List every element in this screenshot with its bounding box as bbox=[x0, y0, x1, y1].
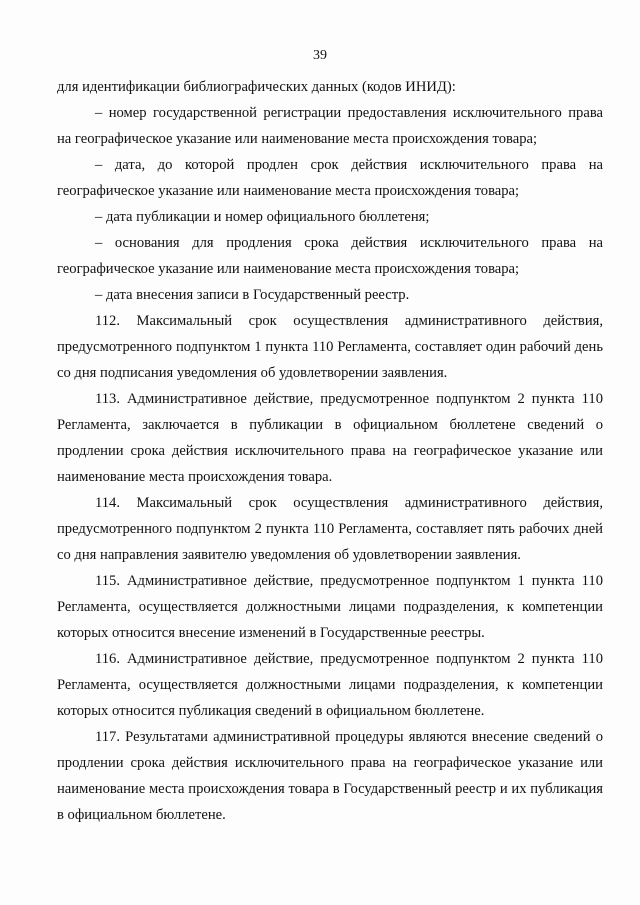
list-item-registry-entry-date: – дата внесения записи в Государственный реестр. bbox=[95, 287, 410, 303]
paragraph-117: 117. Результатами административной процедуры являются внесение сведений о продлении срока действия исключительного права на географическое указание или наименование места происхождения товара в Государственный реестр и их публикация в официальном бюллетене. bbox=[57, 729, 603, 823]
paragraph-intro: для идентификации библиографических данных (кодов ИНИД): bbox=[57, 79, 456, 95]
list-item-extension-date: – дата, до которой продлен срок действия исключительного права на географическое указание или наименование места происхождения товара; bbox=[57, 157, 603, 199]
paragraph-116: 116. Административное действие, предусмотренное подпунктом 2 пункта 110 Регламента, осуществляется должностными лицами подразделения, к компетенции которых относится публикация сведений в официальном бюллетене. bbox=[57, 651, 603, 719]
paragraph-115: 115. Административное действие, предусмотренное подпунктом 1 пункта 110 Регламента, осуществляется должностными лицами подразделения, к компетенции которых относится внесение изменений в Государственные реестры. bbox=[57, 573, 603, 641]
document-body bbox=[57, 74, 603, 828]
page-number: 39 bbox=[313, 48, 327, 63]
list-item-extension-grounds: – основания для продления срока действия исключительного права на географическое указание или наименование места происхождения товара; bbox=[57, 235, 603, 277]
list-item-publication-date: – дата публикации и номер официального бюллетеня; bbox=[95, 209, 430, 225]
paragraph-112: 112. Максимальный срок осуществления административного действия, предусмотренного подпунктом 1 пункта 110 Регламента, составляет один рабочий день со дня подписания уведомления об удовлетворении заявления. bbox=[57, 313, 603, 381]
paragraph-113: 113. Административное действие, предусмотренное подпунктом 2 пункта 110 Регламента, заключается в публикации в официальном бюллетене сведений о продлении срока действия исключительного права на географическое указание или наименование места происхождения товара. bbox=[57, 391, 603, 485]
list-item-registration-number: – номер государственной регистрации предоставления исключительного права на географическое указание или наименование места происхождения товара; bbox=[57, 105, 603, 147]
paragraph-114: 114. Максимальный срок осуществления административного действия, предусмотренного подпунктом 2 пункта 110 Регламента, составляет пять рабочих дней со дня направления заявителю уведомления об удовлетворении заявления. bbox=[57, 495, 603, 563]
